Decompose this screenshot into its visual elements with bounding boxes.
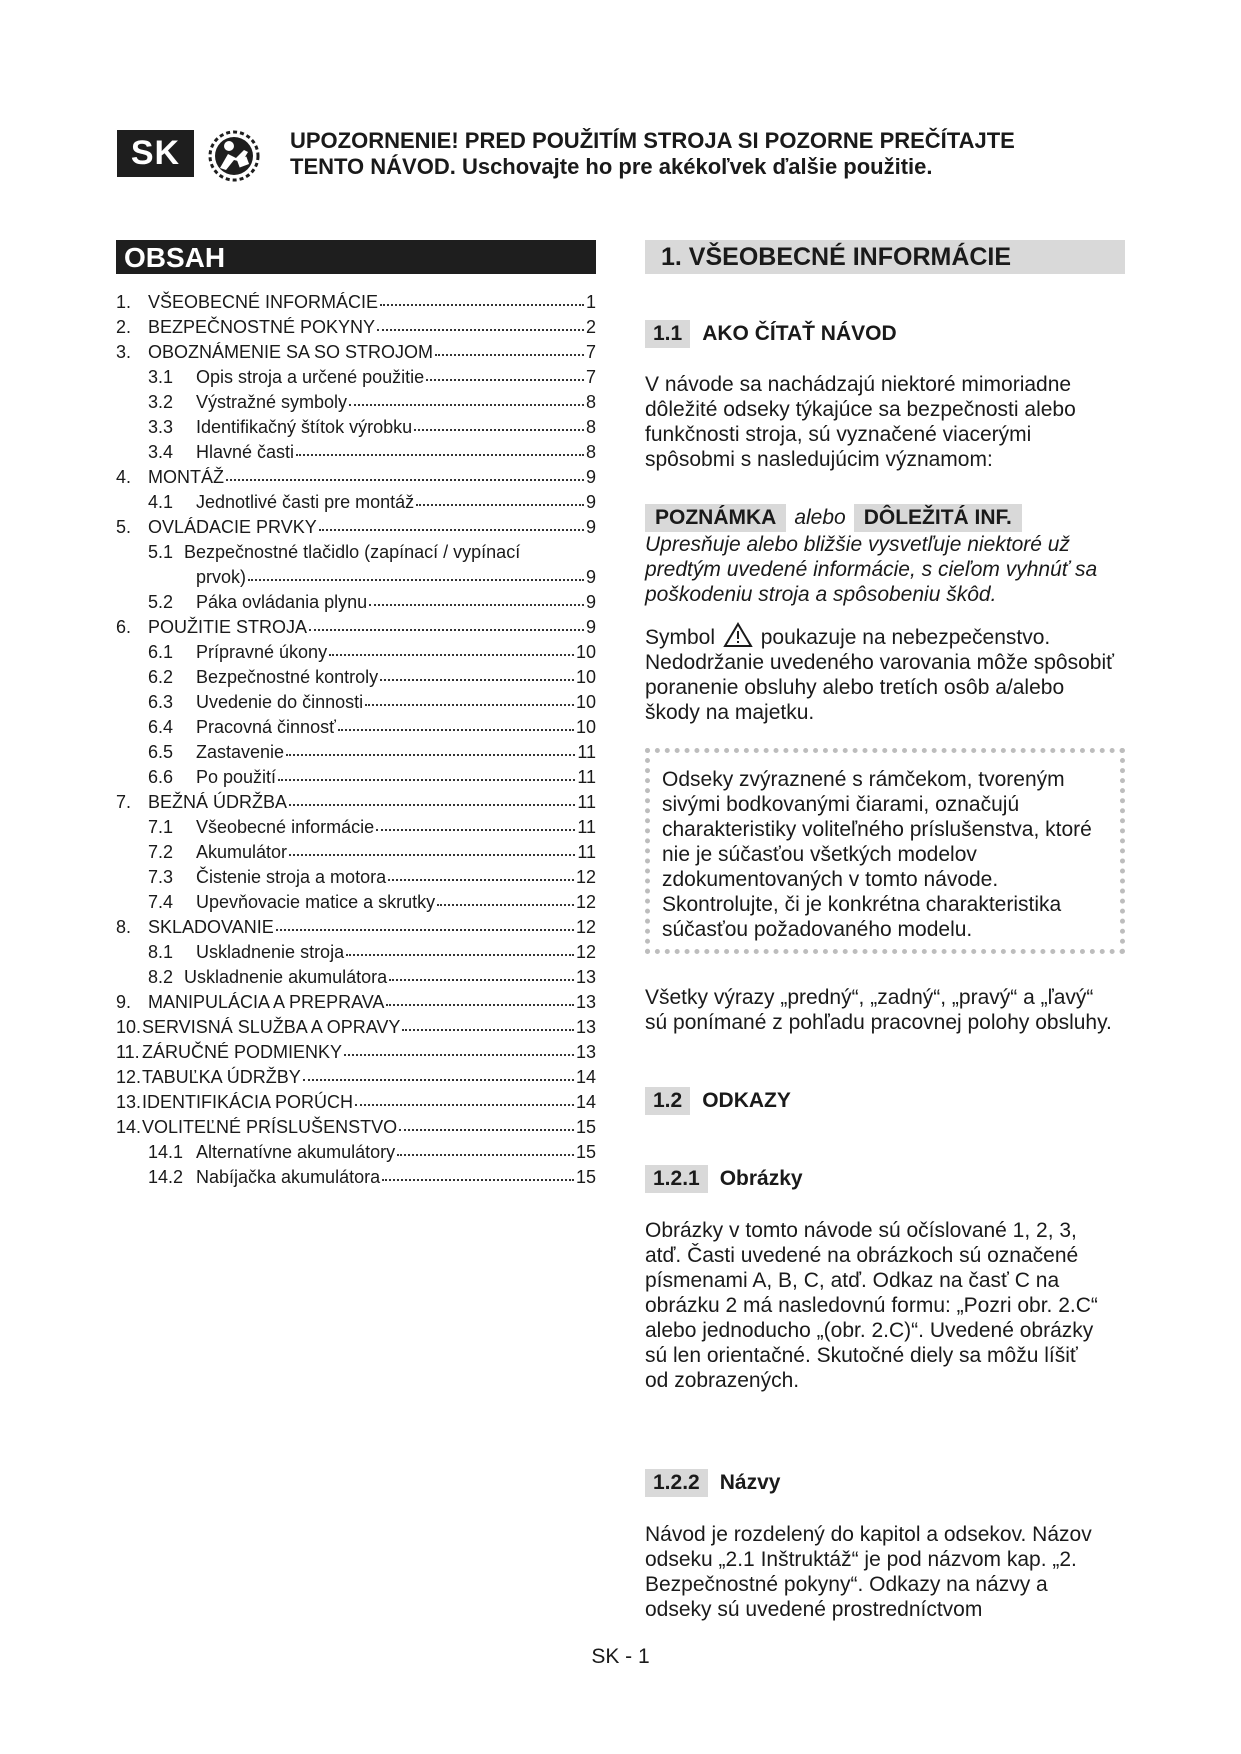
toc-entry-number: 13.: [116, 1092, 142, 1112]
toc-leader-dots: [416, 490, 584, 506]
toc-entry-label: Identifikačný štítok výrobku: [196, 417, 413, 437]
toc-entry-label: Čistenie stroja a motora: [196, 867, 387, 887]
toc-entry-label: Uskladnenie stroja: [196, 942, 345, 962]
toc-entry-page: 13: [575, 992, 596, 1012]
subsection-number: 1.1: [645, 320, 690, 348]
toc-entry-label: OBOZNÁMENIE SA SO STROJOM: [148, 342, 434, 362]
toc-entry: [116, 765, 596, 790]
toc-entry-number: 6.2: [148, 667, 174, 687]
toc-entry: [116, 840, 596, 865]
toc-entry: [116, 490, 596, 515]
subsection-title: ODKAZY: [702, 1089, 791, 1112]
terms-paragraph: Všetky výrazy „predný“, „zadný“, „pravý“ a „ľavý“ sú ponímané z pohľadu pracovnej polohy obsluhy.: [645, 986, 1112, 1034]
toc-entry: [116, 1115, 596, 1140]
toc-entry-label: ZÁRUČNÉ PODMIENKY: [142, 1042, 343, 1062]
toc-leader-dots: [319, 515, 584, 531]
toc-entry-label: TABUĽKA ÚDRŽBY: [142, 1067, 301, 1087]
toc-entry: [116, 665, 596, 690]
toc-entry: [116, 440, 596, 465]
toc-entry-page: 9: [585, 467, 596, 487]
toc-entry: [116, 715, 596, 740]
section-title: 1. VŠEOBECNÉ INFORMÁCIE: [645, 240, 1125, 274]
toc-entry-page: 9: [585, 517, 596, 537]
toc-entry-page: 15: [575, 1117, 596, 1137]
toc-entry-number: 6.3: [148, 692, 174, 712]
toc-leader-dots: [389, 965, 574, 981]
toc-entry-page: 9: [585, 617, 596, 637]
toc-entry-number: 3.1: [148, 367, 174, 387]
toc-leader-dots: [309, 615, 584, 631]
toc-entry-number: 6.1: [148, 642, 174, 662]
toc-entry-label: SKLADOVANIE: [148, 917, 274, 937]
warning-triangle-icon: [723, 622, 753, 648]
warning-line-2: TENTO NÁVOD. Uschovajte ho pre akékoľvek ďalšie použitie.: [290, 154, 933, 179]
toc-title: OBSAH: [116, 240, 596, 274]
toc-entry-number: 4.: [116, 467, 132, 487]
toc-entry-label: Zastavenie: [196, 742, 285, 762]
toc-entry: [116, 790, 596, 815]
toc-entry: [116, 1015, 596, 1040]
toc-entry: [116, 1165, 596, 1190]
toc-entry-page: 15: [575, 1142, 596, 1162]
toc-entry: [116, 615, 596, 640]
toc-leader-dots: [278, 765, 575, 781]
toc-leader-dots: [286, 740, 575, 756]
optional-feature-box: [645, 748, 1125, 954]
toc-entry: [116, 390, 596, 415]
toc-entry-page: 13: [575, 967, 596, 987]
toc-leader-dots: [303, 1065, 574, 1081]
toc-entry-number: 3.: [116, 342, 132, 362]
toc-entry-number: 5.: [116, 517, 132, 537]
toc-entry-page: 10: [575, 692, 596, 712]
toc-entry: [116, 415, 596, 440]
toc-entry-label: Opis stroja a určené použitie: [196, 367, 425, 387]
toc-entry-number: 6.4: [148, 717, 174, 737]
toc-entry: [116, 340, 596, 365]
note-or-text: alebo: [794, 506, 846, 529]
subsection-number: 1.2.2: [645, 1469, 708, 1497]
subsection-number: 1.2: [645, 1087, 690, 1115]
symbol-word: Symbol: [645, 626, 716, 649]
toc-entry-number: 4.1: [148, 492, 174, 512]
toc-entry-number: 8.2: [148, 967, 174, 987]
toc-leader-dots: [376, 815, 575, 831]
page-number: SK - 1: [591, 1645, 650, 1668]
toc-entry-number: 5.1: [148, 542, 174, 562]
toc-entry-number: 9.: [116, 992, 132, 1012]
toc-entry-page: 2: [585, 317, 596, 337]
toc-leader-dots: [289, 840, 575, 856]
toc-entry: [116, 565, 596, 590]
intro-paragraph: V návode sa nachádzajú niektoré mimoriadne dôležité odseky týkajúce sa bezpečnosti alebo funkčnosti stroja, sú vyznačené viacerými spôsobmi s nasledujúcim významom:: [645, 373, 1076, 471]
toc-leader-dots: [402, 1015, 574, 1031]
toc-leader-dots: [380, 665, 574, 681]
toc-entry-page: 10: [575, 642, 596, 662]
toc-entry-number: 8.: [116, 917, 132, 937]
toc-entry-page: 11: [577, 842, 596, 862]
toc-entry: [116, 315, 596, 340]
toc-entry-page: 15: [575, 1167, 596, 1187]
toc-entry-number: 10.: [116, 1017, 142, 1037]
toc-entry-label: IDENTIFIKÁCIA PORÚCH: [142, 1092, 354, 1112]
figures-paragraph: Obrázky v tomto návode sú očíslované 1, 2, 3, atď. Časti uvedené na obrázkoch sú označené písmenami A, B, C, atď. Odkaz na časť C na obrázku 2 má nasledovnú formu: „Pozri obr. 2.C“ alebo jednoducho „(obr. 2.C)“. Uvedené obrázky sú len orientačné. Skutočné diely sa môžu líšiť od zobrazených.: [645, 1219, 1098, 1392]
toc-leader-dots: [437, 890, 574, 906]
toc-entry-number: 3.4: [148, 442, 174, 462]
toc-entry-number: 3.2: [148, 392, 174, 412]
toc-entry-page: 14: [575, 1067, 596, 1087]
toc-entry: [116, 365, 596, 390]
toc-entry-label: BEŽNÁ ÚDRŽBA: [148, 792, 288, 812]
toc-entry-label: MONTÁŽ: [148, 467, 224, 487]
toc-entry: [116, 890, 596, 915]
toc-entry: [116, 1140, 596, 1165]
toc-leader-dots: [377, 315, 584, 331]
toc-entry-page: 9: [585, 492, 596, 512]
safety-warning: [290, 128, 1090, 180]
table-of-contents: [116, 290, 596, 1190]
toc-entry: [116, 1090, 596, 1115]
toc-entry-label: Upevňovacie matice a skrutky: [196, 892, 436, 912]
toc-entry-page: 11: [577, 767, 596, 787]
toc-entry-number: 14.1: [148, 1142, 184, 1162]
toc-entry-page: 8: [585, 442, 596, 462]
toc-entry-label: Uvedenie do činnosti: [196, 692, 364, 712]
toc-entry-page: 9: [585, 567, 596, 587]
toc-leader-dots: [349, 390, 584, 406]
symbol-rest: poukazuje na nebezpečenstvo.: [760, 626, 1051, 649]
toc-leader-dots: [426, 365, 584, 381]
toc-entry: [116, 690, 596, 715]
toc-entry-page: 11: [577, 742, 596, 762]
toc-entry-number: 6.5: [148, 742, 174, 762]
toc-entry-label: Akumulátor: [196, 842, 288, 862]
toc-leader-dots: [226, 465, 584, 481]
toc-entry-label: Pracovná činnosť: [196, 717, 336, 737]
toc-leader-dots: [355, 1090, 574, 1106]
toc-entry-number: 2.: [116, 317, 132, 337]
toc-leader-dots: [380, 290, 584, 306]
toc-entry-page: 7: [585, 367, 596, 387]
subsection-1-2-heading: [645, 1087, 791, 1115]
toc-leader-dots: [276, 915, 574, 931]
toc-entry-number: 7.4: [148, 892, 174, 912]
toc-entry-number: 7.1: [148, 817, 174, 837]
read-manual-icon: [208, 130, 260, 182]
toc-entry: [116, 590, 596, 615]
toc-entry: [116, 815, 596, 840]
toc-entry: [116, 940, 596, 965]
toc-leader-dots: [397, 1140, 574, 1156]
toc-entry: [116, 1065, 596, 1090]
subsection-title: AKO ČÍTAŤ NÁVOD: [702, 322, 897, 345]
toc-entry: [116, 915, 596, 940]
toc-entry-page: 8: [585, 392, 596, 412]
toc-entry-label: Po použití: [196, 767, 277, 787]
toc-entry-number: 5.2: [148, 592, 174, 612]
toc-leader-dots: [382, 1165, 574, 1181]
toc-entry: [116, 990, 596, 1015]
toc-entry-page: 12: [575, 892, 596, 912]
toc-leader-dots: [296, 440, 584, 456]
language-badge: SK: [117, 130, 194, 177]
toc-entry-page: 13: [575, 1017, 596, 1037]
toc-leader-dots: [386, 990, 574, 1006]
toc-entry-page: 13: [575, 1042, 596, 1062]
toc-leader-dots: [289, 790, 575, 806]
toc-entry-label: Jednotlivé časti pre montáž: [196, 492, 415, 512]
toc-entry-number: 7.3: [148, 867, 174, 887]
toc-leader-dots: [248, 565, 584, 581]
toc-entry-label: Bezpečnostné kontroly: [196, 667, 379, 687]
toc-entry-label: OVLÁDACIE PRVKY: [148, 517, 317, 537]
toc-leader-dots: [414, 415, 584, 431]
note-label: POZNÁMKA: [645, 504, 786, 532]
toc-entry: [116, 540, 596, 565]
toc-entry-page: 7: [585, 342, 596, 362]
toc-entry-page: 1: [585, 292, 596, 312]
toc-entry: [116, 465, 596, 490]
toc-entry-page: 10: [575, 717, 596, 737]
toc-entry: [116, 640, 596, 665]
note-labels: [645, 504, 1022, 532]
toc-entry-number: 1.: [116, 292, 132, 312]
toc-entry-page: 14: [575, 1092, 596, 1112]
toc-leader-dots: [344, 1040, 574, 1056]
toc-entry-page: 11: [577, 817, 596, 837]
toc-leader-dots: [435, 340, 584, 356]
toc-entry-label: Všeobecné informácie: [196, 817, 375, 837]
toc-entry-label: Páka ovládania plynu: [196, 592, 368, 612]
toc-entry-label: VOLITEĽNÉ PRÍSLUŠENSTVO: [142, 1117, 398, 1137]
toc-entry-page: 8: [585, 417, 596, 437]
toc-entry: [116, 515, 596, 540]
toc-entry-label: Nabíjačka akumulátora: [196, 1167, 381, 1187]
toc-entry-label: Výstražné symboly: [196, 392, 348, 412]
toc-leader-dots: [365, 690, 574, 706]
toc-entry: [116, 965, 596, 990]
subsection-number: 1.2.1: [645, 1165, 708, 1193]
toc-entry-label: Hlavné časti: [196, 442, 295, 462]
warning-line-1: UPOZORNENIE! PRED POUŽITÍM STROJA SI POZORNE PREČÍTAJTE: [290, 128, 1015, 153]
toc-entry-number: 3.3: [148, 417, 174, 437]
toc-entry: [116, 740, 596, 765]
toc-entry-label: MANIPULÁCIA A PREPRAVA: [148, 992, 385, 1012]
subsection-1-2-1-heading: [645, 1165, 803, 1193]
toc-entry-page: 10: [575, 667, 596, 687]
toc-leader-dots: [399, 1115, 574, 1131]
toc-entry-page: 9: [585, 592, 596, 612]
toc-entry-label: prvok): [196, 567, 247, 587]
note-paragraph: Upresňuje alebo bližšie vysvetľuje niektoré už predtým uvedené informácie, s cieľom vyhnúť sa poškodeniu stroja a spôsobeniu škôd.: [645, 533, 1098, 606]
subsection-title: Obrázky: [719, 1167, 803, 1190]
toc-entry-label: Uskladnenie akumulátora: [184, 967, 388, 987]
titles-paragraph: Návod je rozdelený do kapitol a odsekov. Názov odseku „2.1 Inštruktáž“ je pod názvom kap. „2. Bezpečnostné pokyny“. Odkazy na názvy a odseky sú uvedené prostredníctvom: [645, 1523, 1092, 1621]
toc-entry-number: 7.: [116, 792, 132, 812]
toc-entry-number: 8.1: [148, 942, 174, 962]
toc-entry: [116, 290, 596, 315]
toc-entry-number: 14.: [116, 1117, 142, 1137]
toc-leader-dots: [388, 865, 574, 881]
toc-entry-label: Bezpečnostné tlačidlo (zapínací / vypínací: [184, 542, 521, 562]
toc-leader-dots: [346, 940, 574, 956]
toc-entry-number: 7.2: [148, 842, 174, 862]
toc-entry-number: 11.: [116, 1042, 140, 1062]
toc-entry-number: 6.6: [148, 767, 174, 787]
symbol-explanation: Nedodržanie uvedeného varovania môže spôsobiť poranenie obsluhy alebo tretích osôb a/alebo škody na majetku.: [645, 651, 1115, 724]
toc-entry-page: 12: [575, 917, 596, 937]
subsection-title: Názvy: [719, 1471, 781, 1494]
important-label: DÔLEŽITÁ INF.: [854, 504, 1022, 532]
toc-entry-page: 11: [577, 792, 596, 812]
toc-entry-label: Prípravné úkony: [196, 642, 328, 662]
toc-entry-page: 12: [575, 942, 596, 962]
toc-leader-dots: [329, 640, 574, 656]
subsection-1-1-heading: [645, 320, 897, 348]
toc-entry-label: BEZPEČNOSTNÉ POKYNY: [148, 317, 376, 337]
toc-entry-label: POUŽITIE STROJA: [148, 617, 308, 637]
box-paragraph: Odseky zvýraznené s rámčekom, tvoreným sivými bodkovanými čiarami, označujú charakteristiky voliteľného príslušenstva, ktoré nie je súčasťou všetkých modelov zdokumentovaných v tomto návode. Skontrolujte, či je konkrétna charakteristika súčasťou požadovaného modelu.: [662, 768, 1092, 941]
toc-entry-page: 12: [575, 867, 596, 887]
subsection-1-2-2-heading: [645, 1469, 780, 1497]
toc-entry-label: VŠEOBECNÉ INFORMÁCIE: [148, 292, 379, 312]
toc-entry: [116, 865, 596, 890]
toc-leader-dots: [369, 590, 584, 606]
toc-entry-label: Alternatívne akumulátory: [196, 1142, 396, 1162]
toc-entry-number: 12.: [116, 1067, 142, 1087]
toc-entry-label: SERVISNÁ SLUŽBA A OPRAVY: [142, 1017, 401, 1037]
toc-entry-number: 6.: [116, 617, 132, 637]
toc-leader-dots: [338, 715, 574, 731]
toc-entry-number: 14.2: [148, 1167, 184, 1187]
toc-entry: [116, 1040, 596, 1065]
symbol-paragraph: [645, 622, 1115, 725]
